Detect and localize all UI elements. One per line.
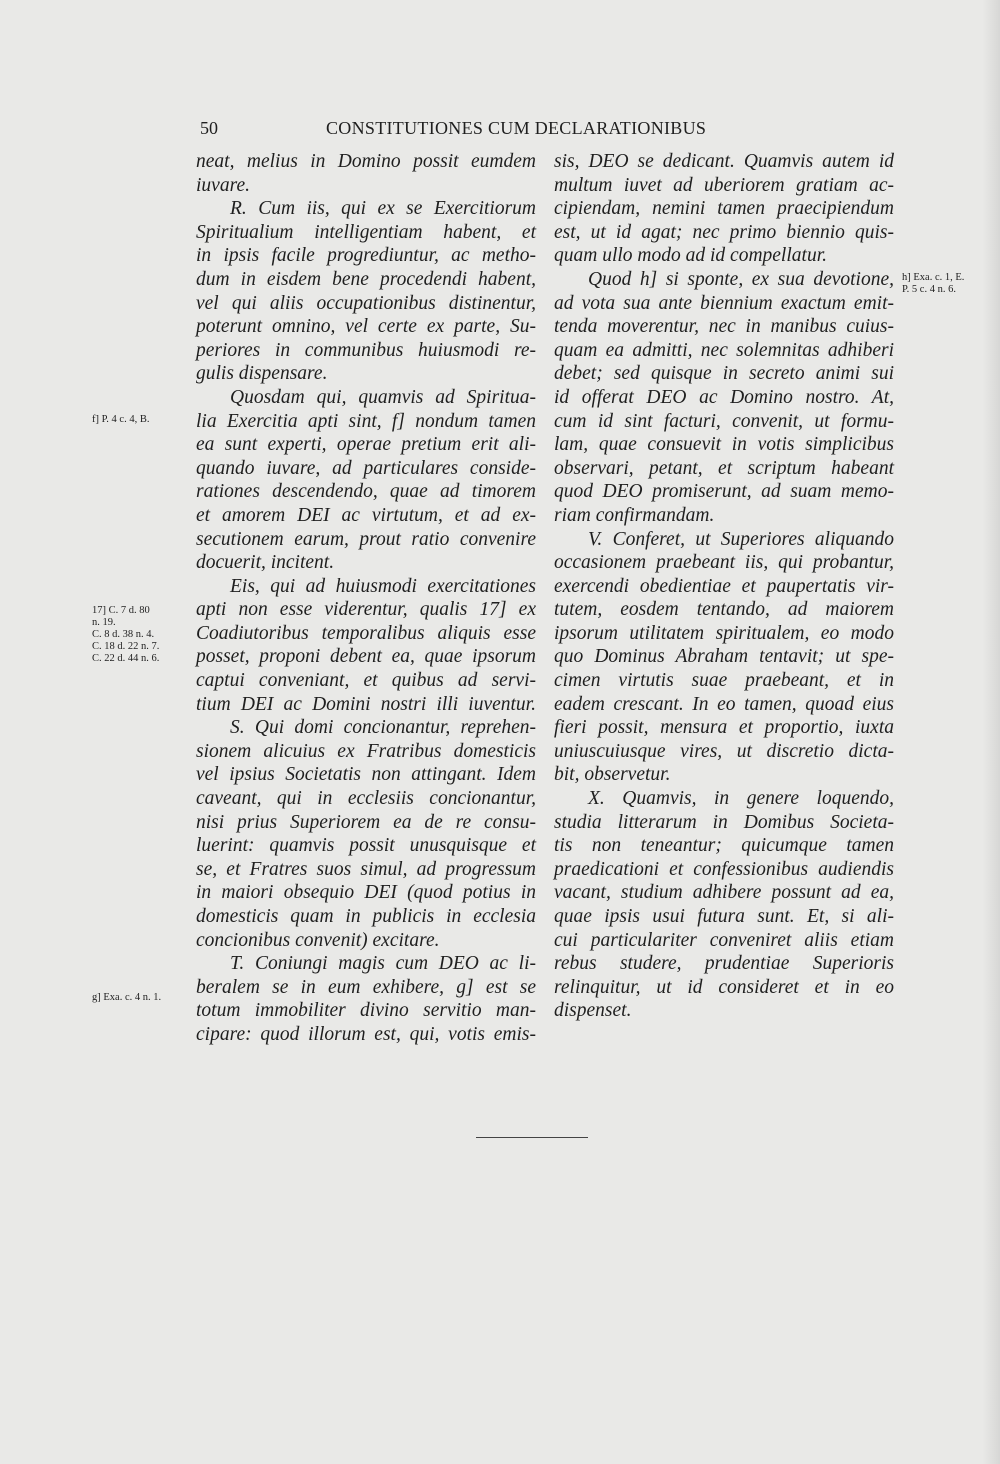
text-line: occasionem praebeant iis, qui probantur,: [554, 552, 894, 574]
text-line: quod DEO promiserunt, ad suam memo-: [554, 481, 894, 503]
margin-note-line: 17] C. 7 d. 80: [92, 605, 150, 616]
text-line: tis non teneantur; quicumque tamen: [554, 835, 894, 857]
text-line: multum iuvet ad uberiorem gratiam ac-: [554, 174, 894, 196]
text-line: est, ut id agat; nec primo biennio quis-: [554, 221, 894, 243]
page-header: [200, 118, 748, 142]
text-line: vel qui aliis occupationibus distinentur,: [196, 292, 536, 314]
text-line: domesticis quam in publicis in ecclesia: [196, 906, 536, 927]
text-line: in ipsis facile progrediuntur, ac metho-: [196, 245, 536, 267]
text-line: tium DEI ac Domini nostri illi iuventur.: [196, 693, 536, 715]
text-line: eadem crescant. In eo tamen, quoad eius: [554, 693, 894, 715]
text-line: V. Conferet, ut Superiores aliquando: [588, 528, 894, 550]
text-line: id offerat DEO ac Domino nostro. At,: [554, 386, 894, 408]
text-line: quae ipsis usui futura sunt. Et, si ali-: [554, 906, 894, 927]
text-line: ad vota sua ante biennium exactum emit-: [554, 292, 894, 314]
text-line: ipsorum utilitatem spiritualem, eo modo: [554, 622, 894, 644]
text-line: tenda moverentur, nec in manibus cuius-: [554, 316, 894, 338]
margin-note-h: [902, 272, 964, 296]
text-line: caveant, qui in ecclesiis concionantur,: [196, 788, 536, 810]
text-line: dispenset.: [554, 1000, 632, 1022]
text-line: quam ea admitti, nec solemnitas adhiberi: [554, 339, 894, 361]
text-line: in maiori obsequio DEI (quod potius in: [196, 882, 536, 904]
left-text-column: [196, 150, 536, 1047]
text-line: totum immobiliter divino servitio man-: [196, 1000, 536, 1022]
text-line: R. Cum iis, qui ex se Exercitiorum: [230, 198, 536, 220]
text-line: neat, melius in Domino possit eumdem: [196, 151, 536, 172]
text-line: sis, DEO se dedicant. Quamvis autem id: [554, 151, 894, 172]
text-line: posset, proponi debent ea, quae ipsorum: [196, 646, 536, 668]
text-line: quo Dominus Abraham tentavit; ut spe-: [554, 646, 894, 668]
footer-rule: [476, 1137, 588, 1138]
text-line: concionibus convenit) excitare.: [196, 929, 440, 951]
margin-note-line: P. 5 c. 4 n. 6.: [902, 284, 956, 295]
margin-note-line: n. 19.: [92, 617, 116, 628]
text-line: rationes descendendo, quae ad timorem: [196, 481, 536, 503]
text-line: S. Qui domi concionantur, reprehen-: [230, 717, 536, 739]
text-line: X. Quamvis, in genere loquendo,: [588, 788, 894, 810]
margin-note-line: g] Exa. c. 4 n. 1.: [92, 992, 162, 1003]
text-line: relinquitur, ut id consideret et in eo: [554, 976, 894, 998]
text-line: se, et Fratres suos simul, ad progressum: [196, 858, 536, 880]
text-line: praedicationi et confessionibus audiendis: [554, 858, 894, 880]
margin-note-line: C. 22 d. 44 n. 6.: [92, 653, 160, 664]
text-line: rebus studere, prudentiae Superioris: [554, 953, 894, 975]
text-line: vel ipsius Societatis non attingant. Idem: [196, 764, 536, 786]
text-line: nisi prius Superiorem ea de re consu-: [196, 811, 536, 833]
text-line: beralem se in eum exhibere, g] est se: [196, 976, 536, 998]
text-line: gulis dispensare.: [196, 363, 328, 385]
text-line: cum id sint facturi, convenit, ut formu-: [554, 410, 894, 432]
text-line: uniuscuiusque vires, ut discretio dicta-: [554, 740, 894, 762]
text-line: Eis, qui ad huiusmodi exercitationes: [230, 575, 536, 597]
text-line: Quod h] si sponte, ex sua devotione,: [588, 268, 894, 290]
margin-note-line: C. 8 d. 38 n. 4.: [92, 629, 155, 640]
page-number: 50: [200, 118, 218, 138]
text-line: bit, observetur.: [554, 764, 671, 786]
margin-note-17: [92, 605, 159, 665]
text-line: vacant, studium adhibere possunt ad ea,: [554, 882, 894, 904]
margin-note-g: [92, 992, 161, 1004]
margin-note-f: [92, 414, 149, 426]
text-line: docuerit, incitent.: [196, 552, 335, 574]
text-line: T. Coniungi magis cum DEO ac li-: [230, 953, 536, 975]
text-line: quando iuvare, ad particulares conside-: [196, 457, 536, 479]
text-line: secutionem earum, prout ratio convenire: [196, 528, 536, 550]
text-line: dum in eisdem bene procedendi habent,: [196, 268, 536, 290]
text-line: et amorem DEI ac virtutum, et ad ex-: [196, 504, 536, 526]
text-line: tutem, eosdem tentando, ad maiorem: [554, 599, 894, 621]
text-line: luerint: quamvis possit unusquisque et: [196, 835, 536, 857]
text-line: captui conveniant, et quibus ad servi-: [196, 670, 536, 692]
running-title: CONSTITUTIONES CUM DECLARATIONIBUS: [326, 118, 707, 138]
page-edge-shadow: [982, 0, 1000, 1464]
text-line: exercendi obedientiae et paupertatis vir-: [554, 575, 894, 597]
text-line: debet; sed quisque in secreto animi sui: [554, 363, 894, 385]
text-line: Coadiutoribus temporalibus aliquis esse: [196, 622, 536, 644]
text-line: sionem alicuius ex Fratribus domesticis: [196, 740, 536, 762]
text-line: fieri possit, mensura et proportio, iuxta: [554, 717, 894, 739]
text-line: Spiritualium intelligentiam habent, et: [196, 221, 536, 243]
text-line: studia litterarum in Domibus Societa-: [554, 811, 894, 833]
text-line: Quosdam qui, quamvis ad Spiritua-: [230, 386, 536, 408]
text-line: ea sunt experti, operae pretium erit ali-: [196, 434, 536, 456]
text-line: periores in communibus huiusmodi re-: [196, 339, 536, 361]
margin-note-line: f] P. 4 c. 4, B.: [92, 414, 150, 425]
text-line: poterunt omnino, vel certe ex parte, Su-: [196, 316, 536, 338]
text-line: iuvare.: [196, 174, 250, 196]
text-line: lam, quae consuevit in votis simplicibus: [554, 434, 894, 456]
text-line: cipiendam, nemini tamen praecipiendum: [554, 198, 894, 220]
margin-note-line: h] Exa. c. 1, E.: [902, 272, 965, 283]
text-line: riam confirmandam.: [554, 504, 715, 526]
margin-note-line: C. 18 d. 22 n. 7.: [92, 641, 160, 652]
right-text-column: [554, 150, 894, 1023]
text-line: quam ullo modo ad id compellatur.: [554, 245, 827, 267]
text-line: cimen virtutis suae praebeant, et in: [554, 670, 894, 692]
text-line: apti non esse viderentur, qualis 17] ex: [196, 599, 536, 621]
text-line: cipare: quod illorum est, qui, votis emis-: [196, 1023, 536, 1045]
text-line: cui particulariter conveniret aliis etiam: [554, 929, 894, 951]
text-line: lia Exercitia apti sint, f] nondum tamen: [196, 410, 536, 432]
text-line: observari, petant, et scriptum habeant: [554, 457, 894, 479]
